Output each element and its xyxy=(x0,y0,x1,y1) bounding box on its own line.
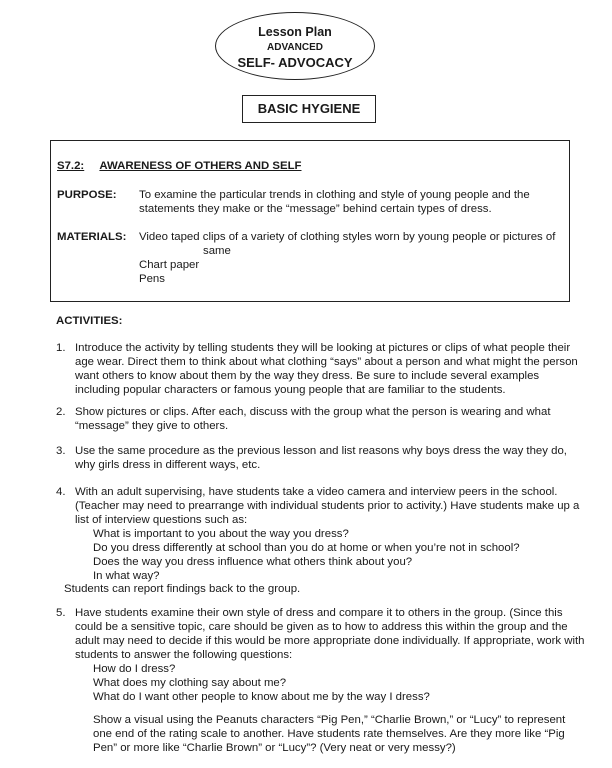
interview-question: What is important to you about the way you dress? xyxy=(93,528,349,540)
activity-extra-line: Show a visual using the Peanuts characters “Pig Pen,” “Charlie Brown,” or “Lucy” to represent xyxy=(93,714,566,726)
interview-question: In what way? xyxy=(93,570,160,582)
self-question: How do I dress? xyxy=(93,663,176,675)
activity-line: list of interview questions such as: xyxy=(75,514,248,526)
self-question: What does my clothing say about me? xyxy=(93,677,287,689)
section-title: AWARENESS OF OTHERS AND SELF xyxy=(99,160,302,172)
activity-line: including popular characters or famous young people that are familiar to the students. xyxy=(75,384,506,396)
materials-line: same xyxy=(203,245,231,257)
activity-number: 5. xyxy=(56,607,66,619)
lesson-plan-oval xyxy=(215,12,375,80)
activity-number: 3. xyxy=(56,445,66,457)
purpose-line: To examine the particular trends in clothing and style of young people and the xyxy=(139,189,530,201)
activity-closing: Students can report findings back to the group. xyxy=(64,583,301,595)
materials-line: Pens xyxy=(139,273,165,285)
interview-question: Does the way you dress influence what others think about you? xyxy=(93,556,413,568)
subject-label: SELF- ADVOCACY xyxy=(237,55,353,70)
activity-number: 4. xyxy=(56,486,66,498)
activity-line: want others to know about them by the way they dress. Be sure to include several examples xyxy=(75,370,540,382)
activity-line: Show pictures or clips. After each, discuss with the group what the person is wearing and what xyxy=(75,406,551,418)
activity-extra-line: one end of the rating scale to another. Have students rate themselves. Are they more like “Pig xyxy=(93,728,565,740)
activity-line: adult may need to decide if this would be more appropriate done individually. If appropriate, work with xyxy=(75,635,585,647)
materials-line: Chart paper xyxy=(139,259,200,271)
activity-extra-line: Pen” or more like “Charlie Brown” or “Lucy”? (Very neat or very messy?) xyxy=(93,742,456,754)
activity-line: Introduce the activity by telling students they will be looking at pictures or clips of what people their xyxy=(75,342,571,354)
activity-line: “message” they give to others. xyxy=(75,420,229,432)
activity-number: 1. xyxy=(56,342,66,354)
activity-line: age wear. Direct them to think about what clothing “says” about a person and what might the person xyxy=(75,356,578,368)
interview-question: Do you dress differently at school than you do at home or when you’re not in school? xyxy=(93,542,520,554)
activity-line: With an adult supervising, have students take a video camera and interview peers in the school. xyxy=(75,486,558,498)
activity-line: Have students examine their own style of dress and compare it to others in the group. (Since this xyxy=(75,607,563,619)
materials-label: MATERIALS: xyxy=(57,231,127,243)
activity-number: 2. xyxy=(56,406,66,418)
activities-heading: ACTIVITIES: xyxy=(56,315,123,327)
purpose-line: statements they make or the “message” behind certain types of dress. xyxy=(139,203,492,215)
section-code: S7.2: xyxy=(57,160,85,172)
self-question: What do I want other people to know about me by the way I dress? xyxy=(93,691,430,703)
activity-line: why girls dress in different ways, etc. xyxy=(75,459,261,471)
objective-box xyxy=(50,140,570,302)
activity-line: (Teacher may need to prearrange with individual students prior to activity.) Have students make up a xyxy=(75,500,580,512)
level-label: ADVANCED xyxy=(267,42,323,53)
lesson-plan-title: Lesson Plan xyxy=(258,25,332,39)
topic-box: BASIC HYGIENE xyxy=(242,95,376,123)
purpose-label: PURPOSE: xyxy=(57,189,117,201)
materials-line: Video taped clips of a variety of clothing styles worn by young people or pictures of xyxy=(139,231,556,243)
activity-line: could be a sensitive topic, care should be given as to how to address this within the group and the xyxy=(75,621,568,633)
activity-line: Use the same procedure as the previous lesson and list reasons why boys dress the way they do, xyxy=(75,445,567,457)
activity-line: students to answer the following questions: xyxy=(75,649,293,661)
